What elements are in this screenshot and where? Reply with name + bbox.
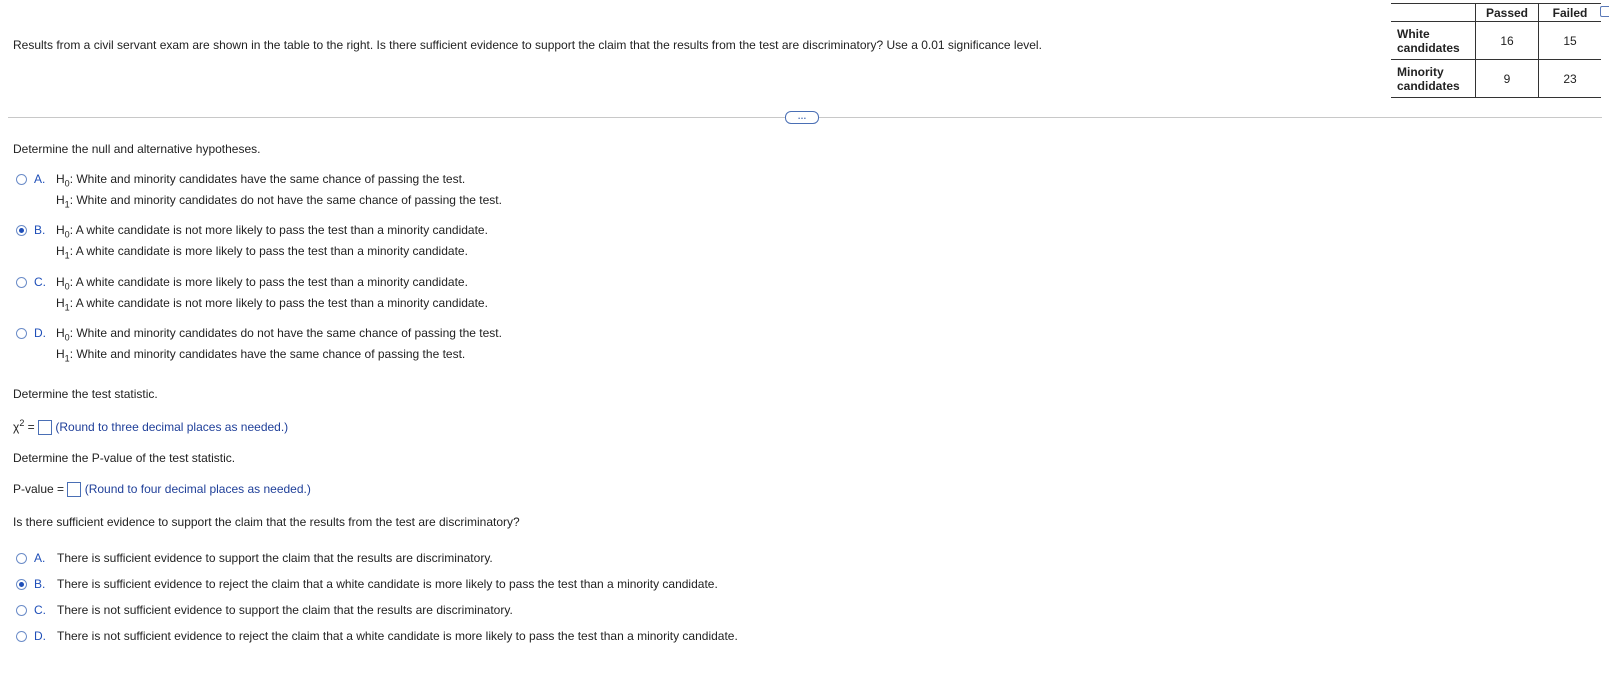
option-text: There is not sufficient evidence to reject the claim that a white candidate is more likely to pass the test than a minority candidate. bbox=[57, 629, 738, 643]
equals-sign: = bbox=[24, 420, 35, 434]
radio-button[interactable] bbox=[16, 605, 27, 616]
null-hypothesis-text: White and minority candidates do not have the same chance of passing the test. bbox=[76, 326, 502, 340]
null-hypothesis: $H_0$: A white candidate is more likely to pass the test than a minority candidate. bbox=[56, 275, 468, 292]
conclusion-prompt: Is there sufficient evidence to support the claim that the results from the test are discriminatory? bbox=[13, 515, 520, 529]
alternative-hypothesis-text: White and minority candidates do not have the same chance of passing the test. bbox=[76, 193, 502, 207]
option-text: There is sufficient evidence to support the claim that the results are discriminatory. bbox=[57, 551, 493, 565]
alternative-hypothesis-text: A white candidate is more likely to pass the test than a minority candidate. bbox=[75, 244, 468, 258]
column-header-failed: Failed bbox=[1539, 4, 1602, 22]
null-hypothesis: $H_0$: White and minority candidates have the same chance of passing the test. bbox=[56, 172, 466, 189]
p-value-row bbox=[13, 482, 311, 497]
row-label-line2: candidates bbox=[1397, 78, 1460, 93]
option-letter: D. bbox=[34, 629, 46, 643]
radio-button-selected[interactable] bbox=[16, 579, 27, 590]
option-letter: C. bbox=[34, 603, 46, 617]
cell-minority-passed: 9 bbox=[1476, 60, 1539, 98]
option-letter: B. bbox=[34, 577, 46, 591]
alternative-hypothesis: $H_1$: White and minority candidates do not have the same chance of passing the test. bbox=[56, 193, 502, 210]
table-row bbox=[1391, 22, 1601, 60]
round-hint: (Round to three decimal places as needed.) bbox=[55, 420, 289, 434]
data-table bbox=[1391, 3, 1601, 98]
row-header-minority bbox=[1391, 60, 1476, 98]
p-value-input[interactable] bbox=[67, 482, 81, 497]
null-hypothesis-text: A white candidate is more likely to pass the test than a minority candidate. bbox=[75, 275, 468, 289]
option-letter: A. bbox=[34, 172, 46, 186]
radio-button[interactable] bbox=[16, 174, 27, 185]
test-statistic-prompt: Determine the test statistic. bbox=[13, 387, 158, 401]
alternative-hypothesis: $H_1$: A white candidate is more likely to pass the test than a minority candidate. bbox=[56, 244, 468, 261]
chi-symbol: χ bbox=[13, 420, 20, 434]
p-value-label: P-value = bbox=[13, 482, 65, 496]
expand-more-button[interactable]: … bbox=[785, 111, 819, 124]
chi-square-symbol bbox=[13, 420, 35, 434]
test-statistic-row bbox=[13, 418, 288, 435]
null-hypothesis: $H_0$: White and minority candidates do not have the same chance of passing the test. bbox=[56, 326, 502, 343]
p-value-prompt: Determine the P-value of the test statistic. bbox=[13, 451, 236, 465]
radio-button[interactable] bbox=[16, 328, 27, 339]
cell-minority-failed: 23 bbox=[1539, 60, 1602, 98]
row-header-white bbox=[1391, 22, 1476, 60]
cell-white-passed: 16 bbox=[1476, 22, 1539, 60]
row-label-line1: Minority bbox=[1397, 64, 1444, 79]
hypotheses-prompt: Determine the null and alternative hypotheses. bbox=[13, 142, 261, 156]
option-letter: A. bbox=[34, 551, 46, 565]
cell-white-failed: 15 bbox=[1539, 22, 1602, 60]
test-statistic-input[interactable] bbox=[38, 420, 52, 435]
table-row bbox=[1391, 60, 1601, 98]
option-letter: B. bbox=[34, 223, 46, 237]
column-header-passed: Passed bbox=[1476, 4, 1539, 22]
option-text: There is sufficient evidence to reject the claim that a white candidate is more likely to pass the test than a minority candidate. bbox=[57, 577, 718, 591]
radio-button-selected[interactable] bbox=[16, 225, 27, 236]
option-letter: D. bbox=[34, 326, 46, 340]
alternative-hypothesis: $H_1$: A white candidate is not more likely to pass the test than a minority candidate. bbox=[56, 296, 488, 313]
alternative-hypothesis: $H_1$: White and minority candidates have the same chance of passing the test. bbox=[56, 347, 466, 364]
radio-button[interactable] bbox=[16, 631, 27, 642]
null-hypothesis: $H_0$: A white candidate is not more likely to pass the test than a minority candidate. bbox=[56, 223, 488, 240]
alternative-hypothesis-text: A white candidate is not more likely to pass the test than a minority candidate. bbox=[75, 296, 488, 310]
copy-table-icon[interactable] bbox=[1600, 6, 1609, 17]
option-letter: C. bbox=[34, 275, 46, 289]
alternative-hypothesis-text: White and minority candidates have the same chance of passing the test. bbox=[76, 347, 466, 361]
radio-button[interactable] bbox=[16, 553, 27, 564]
question-text: Results from a civil servant exam are shown in the table to the right. Is there sufficient evidence to support the claim that the results from the test are discriminatory? Use a 0.01 significance level. bbox=[13, 38, 1042, 52]
table-corner bbox=[1391, 4, 1476, 22]
radio-button[interactable] bbox=[16, 277, 27, 288]
option-text: There is not sufficient evidence to support the claim that the results are discriminatory. bbox=[57, 603, 513, 617]
null-hypothesis-text: White and minority candidates have the same chance of passing the test. bbox=[76, 172, 466, 186]
round-hint: (Round to four decimal places as needed.) bbox=[84, 482, 311, 496]
row-label-line2: candidates bbox=[1397, 40, 1460, 55]
row-label-line1: White bbox=[1397, 26, 1430, 41]
null-hypothesis-text: A white candidate is not more likely to pass the test than a minority candidate. bbox=[75, 223, 488, 237]
chi-exponent: 2 bbox=[19, 418, 25, 428]
